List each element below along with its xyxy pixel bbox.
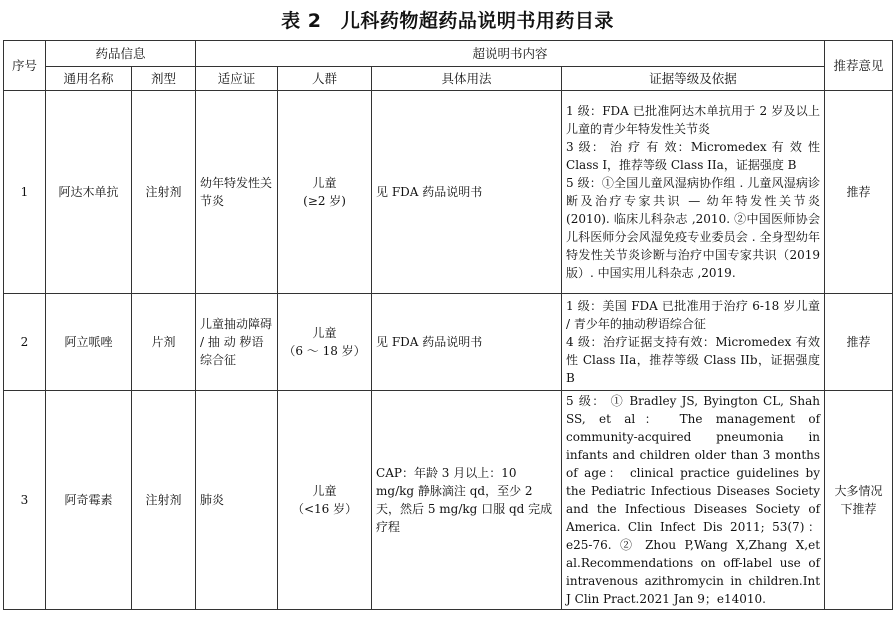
drug-catalog-table (3, 40, 893, 610)
cell-indication: 肺炎 (196, 391, 278, 610)
cell-usage: 见 FDA 药品说明书 (372, 91, 562, 294)
cell-seq: 3 (4, 391, 46, 610)
header-row-1 (4, 41, 893, 67)
cell-population (278, 391, 372, 610)
cell-generic-name: 阿达木单抗 (46, 91, 132, 294)
table-title: 表 2 儿科药物超药品说明书用药目录 (281, 10, 614, 32)
table-row (4, 391, 893, 610)
cell-dosage-form: 片剂 (132, 294, 196, 391)
cell-recommendation: 推荐 (825, 91, 893, 294)
cell-population (278, 91, 372, 294)
header-population: 人群 (278, 67, 372, 91)
cell-generic-name: 阿奇霉素 (46, 391, 132, 610)
header-dosage-form: 剂型 (132, 67, 196, 91)
cell-seq: 1 (4, 91, 46, 294)
cell-usage: 见 FDA 药品说明书 (372, 294, 562, 391)
cell-evidence (562, 91, 825, 294)
table-row (4, 294, 893, 391)
header-evidence: 证据等级及依据 (562, 67, 825, 91)
header-seq: 序号 (4, 41, 46, 91)
population-range: （6 ～ 18 岁） (283, 344, 366, 358)
header-row-2 (4, 67, 893, 91)
cell-indication: 幼年特发性关节炎 (196, 91, 278, 294)
evidence-item: 5 级：①全国儿童风湿病协作组 . 儿童风湿病诊断及治疗专家共识 — 幼年特发性关节炎 (2010). 临床儿科杂志 ,2010. ②中国医师协会儿科医师分会风湿免疫专业委员会 . 全身型幼年特发性关节炎诊断与治疗中国专家共识（2019 版）. 中国实用儿科杂志 ,2019. (566, 176, 821, 280)
evidence-item: 3 级： 治 疗 有 效：Micromedex 有 效 性 Class I，推荐等级 Class IIa，证据强度 B (566, 140, 821, 172)
population-range: (≥2 岁) (303, 194, 346, 208)
header-label-content: 超说明书内容 (196, 41, 825, 67)
cell-indication: 儿童抽动障碍 / 抽 动 秽语综合征 (196, 294, 278, 391)
cell-dosage-form: 注射剂 (132, 91, 196, 294)
population-range: （<16 岁） (291, 502, 358, 516)
header-usage: 具体用法 (372, 67, 562, 91)
evidence-item: 4 级：治疗证据支持有效：Micromedex 有效性 Class IIa，推荐等级 Class IIb，证据强度 B (566, 335, 821, 385)
cell-recommendation: 大多情况下推荐 (825, 391, 893, 610)
header-drug-info: 药品信息 (46, 41, 196, 67)
population-line: 儿童 (312, 484, 337, 498)
population-line: 儿童 (312, 326, 337, 340)
cell-evidence (562, 391, 825, 610)
cell-seq: 2 (4, 294, 46, 391)
header-indication: 适应证 (196, 67, 278, 91)
cell-evidence (562, 294, 825, 391)
header-recommendation: 推荐意见 (825, 41, 893, 91)
table-row (4, 91, 893, 294)
cell-usage: CAP：年龄 3 月以上：10 mg/kg 静脉滴注 qd，至少 2 天，然后 5 mg/kg 口服 qd 完成疗程 (372, 391, 562, 610)
header-generic-name: 通用名称 (46, 67, 132, 91)
evidence-item: 5 级： ① Bradley JS, Byington CL, Shah SS, et al： The management of community-acquired pneumonia in infants and children older than 3 months of age： clinical practice guidelines by the Pediatric Infectious Diseases Society and the Infectious Diseases Society of America. Clin Infect Dis 2011; 53(7)：e25-76. ② Zhou P,Wang X,Zhang X,et al.Recommendations on off-label use of intravenous azithromycin in children.Int J Clin Pract.2021 Jan 9；e14010. (566, 394, 821, 606)
evidence-item: 1 级：FDA 已批准阿达木单抗用于 2 岁及以上儿童的青少年特发性关节炎 (566, 104, 821, 136)
cell-recommendation: 推荐 (825, 294, 893, 391)
cell-generic-name: 阿立哌唑 (46, 294, 132, 391)
cell-population (278, 294, 372, 391)
evidence-item: 1 级：美国 FDA 已批准用于治疗 6-18 岁儿童 / 青少年的抽动秽语综合征 (566, 299, 821, 331)
cell-dosage-form: 注射剂 (132, 391, 196, 610)
population-line: 儿童 (312, 176, 337, 190)
